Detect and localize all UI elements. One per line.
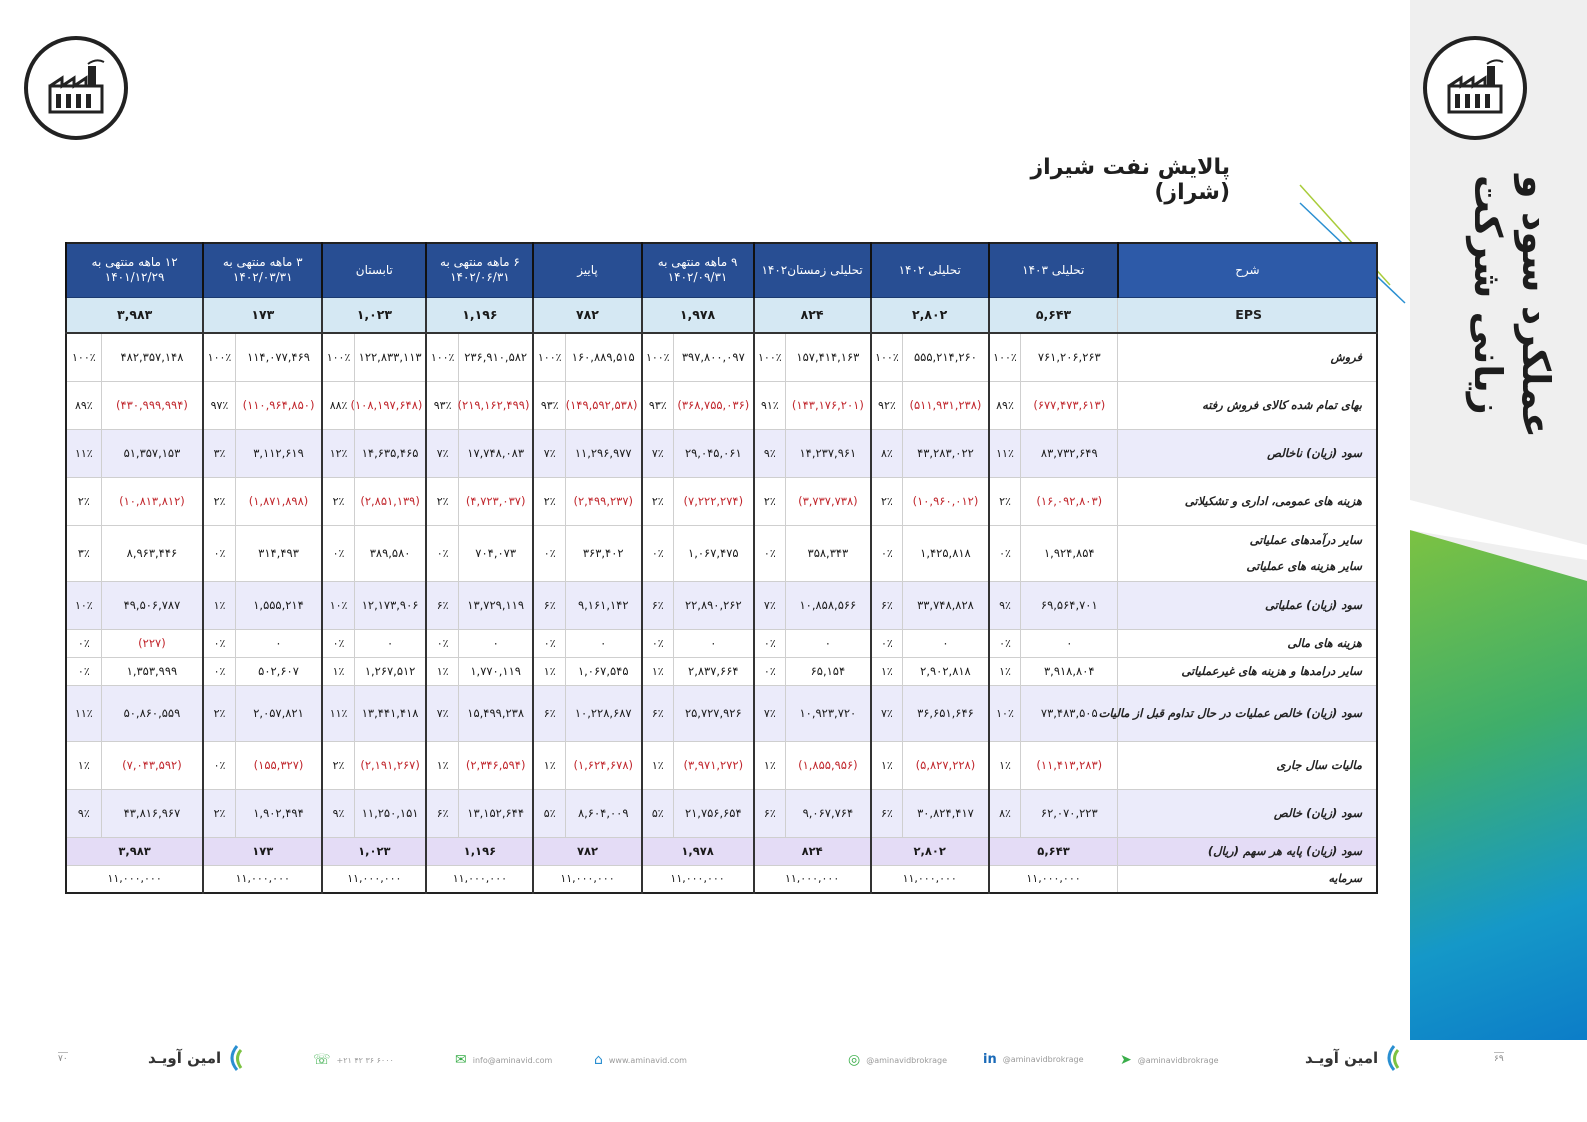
phone-icon: ☏ bbox=[313, 1052, 331, 1068]
percent-cell: ۹۳٪ bbox=[533, 381, 565, 429]
per-share-value: ۵,۶۴۳ bbox=[989, 837, 1118, 865]
percent-cell: ۱٪ bbox=[642, 657, 674, 685]
percent-cell: ۹٪ bbox=[322, 789, 354, 837]
side-gradient-decoration bbox=[1410, 530, 1587, 1040]
mouse-icon: ⌂ bbox=[594, 1052, 603, 1068]
capital-value: ۱۱,۰۰۰,۰۰۰ bbox=[426, 865, 533, 893]
footer-website[interactable]: ⌂ www.aminavid.com bbox=[594, 1052, 687, 1068]
capital-value: ۱۱,۰۰۰,۰۰۰ bbox=[322, 865, 426, 893]
percent-cell: ۶٪ bbox=[426, 789, 458, 837]
row-label-line: سایر درآمدهای عملیاتی bbox=[1249, 533, 1362, 547]
value-cell: ۱۱,۲۹۶,۹۷۷ bbox=[565, 429, 641, 477]
percent-cell: ۲٪ bbox=[203, 477, 235, 525]
eps-value: ۷۸۲ bbox=[533, 297, 641, 333]
percent-cell: ۱٪ bbox=[989, 657, 1021, 685]
email-icon: ✉ bbox=[455, 1052, 467, 1068]
value-cell: ۱۰,۲۲۸,۶۸۷ bbox=[565, 685, 641, 741]
percent-cell: ۹٪ bbox=[66, 789, 101, 837]
percent-cell: ۷٪ bbox=[642, 429, 674, 477]
percent-cell: ۸٪ bbox=[989, 789, 1021, 837]
per-share-value: ۷۸۲ bbox=[533, 837, 641, 865]
value-cell: ۸۳,۷۳۲,۶۴۹ bbox=[1021, 429, 1118, 477]
percent-cell: ۸٪ bbox=[871, 429, 903, 477]
value-cell: ۱۵۷,۴۱۴,۱۶۳ bbox=[786, 333, 871, 381]
table-row bbox=[66, 685, 1377, 741]
value-cell: ۷۳,۴۸۳,۵۰۵ bbox=[1021, 685, 1118, 741]
percent-cell: ۰٪ bbox=[871, 525, 903, 581]
footer-instagram[interactable]: ◎ @aminavidbrokrage bbox=[848, 1052, 948, 1068]
per-share-value: ۸۲۴ bbox=[754, 837, 871, 865]
percent-cell: ۱٪ bbox=[754, 741, 786, 789]
value-cell: (۴۳۰,۹۹۹,۹۹۴) bbox=[101, 381, 203, 429]
value-cell: ۱,۰۶۷,۴۷۵ bbox=[674, 525, 754, 581]
percent-cell: ۱۰۰٪ bbox=[754, 333, 786, 381]
percent-cell: ۸۸٪ bbox=[322, 381, 354, 429]
value-cell: ۳۹۷,۸۰۰,۰۹۷ bbox=[674, 333, 754, 381]
table-header-row bbox=[66, 243, 1377, 297]
percent-cell: ۷٪ bbox=[533, 429, 565, 477]
header-col: تحلیلی زمستان۱۴۰۲ bbox=[754, 243, 871, 297]
value-cell: ۳,۱۱۲,۶۱۹ bbox=[235, 429, 322, 477]
capital-value: ۱۱,۰۰۰,۰۰۰ bbox=[754, 865, 871, 893]
percent-cell: ۹٪ bbox=[754, 429, 786, 477]
instagram-icon: ◎ bbox=[848, 1052, 861, 1068]
table-row bbox=[66, 741, 1377, 789]
row-label: سود (زیان) پایه هر سهم (ریال) bbox=[1118, 837, 1377, 865]
percent-cell: ۲٪ bbox=[322, 477, 354, 525]
percent-cell: ۰٪ bbox=[426, 525, 458, 581]
percent-cell: ۱٪ bbox=[871, 657, 903, 685]
percent-cell: ۶٪ bbox=[642, 581, 674, 629]
percent-cell: ۹٪ bbox=[989, 581, 1021, 629]
value-cell: ۸,۶۰۴,۰۰۹ bbox=[565, 789, 641, 837]
value-cell: (۷,۰۴۳,۵۹۲) bbox=[101, 741, 203, 789]
value-cell: ۳۰,۸۲۴,۴۱۷ bbox=[903, 789, 989, 837]
footer-telegram[interactable]: ➤ @aminavidbrokrage bbox=[1120, 1052, 1219, 1068]
percent-cell: ۱٪ bbox=[426, 657, 458, 685]
percent-cell: ۹۱٪ bbox=[754, 381, 786, 429]
row-label bbox=[1118, 525, 1377, 581]
header-col: ۳ ماهه منتهی به ۱۴۰۲/۰۳/۳۱ bbox=[203, 243, 322, 297]
percent-cell: ۲٪ bbox=[754, 477, 786, 525]
eps-label: EPS bbox=[1118, 297, 1377, 333]
factory-logo-left bbox=[24, 36, 128, 140]
percent-cell: ۱۰۰٪ bbox=[533, 333, 565, 381]
header-col: پاییز bbox=[533, 243, 641, 297]
value-cell: ۰ bbox=[235, 629, 322, 657]
percent-cell: ۱۰٪ bbox=[322, 581, 354, 629]
percent-cell: ۱۱٪ bbox=[322, 685, 354, 741]
percent-cell: ۹۷٪ bbox=[203, 381, 235, 429]
value-cell: ۳۱۴,۴۹۳ bbox=[235, 525, 322, 581]
value-cell: (۳۶۸,۷۵۵,۰۳۶) bbox=[674, 381, 754, 429]
capital-row bbox=[66, 865, 1377, 893]
row-label-line: سایر هزینه های عملیاتی bbox=[1246, 559, 1362, 573]
percent-cell: ۰٪ bbox=[642, 629, 674, 657]
row-label: هزینه های مالی bbox=[1118, 629, 1377, 657]
value-cell: ۱۴,۲۳۷,۹۶۱ bbox=[786, 429, 871, 477]
percent-cell: ۰٪ bbox=[989, 525, 1021, 581]
row-label: بهای تمام شده کالای فروش رفته bbox=[1118, 381, 1377, 429]
row-label: سود (زیان) خالص عملیات در حال تداوم قبل از مالیات bbox=[1118, 685, 1377, 741]
value-cell: ۴۳,۸۱۶,۹۶۷ bbox=[101, 789, 203, 837]
value-cell: ۰ bbox=[1021, 629, 1118, 657]
table-row bbox=[66, 581, 1377, 629]
value-cell: ۱۶۰,۸۸۹,۵۱۵ bbox=[565, 333, 641, 381]
per-share-value: ۱,۱۹۶ bbox=[426, 837, 533, 865]
percent-cell: ۶٪ bbox=[871, 581, 903, 629]
value-cell: (۳,۹۷۱,۲۷۲) bbox=[674, 741, 754, 789]
value-cell: ۳۶,۶۵۱,۶۴۶ bbox=[903, 685, 989, 741]
brand-right bbox=[1305, 1044, 1404, 1072]
percent-cell: ۰٪ bbox=[989, 629, 1021, 657]
row-label: سود (زیان) خالص bbox=[1118, 789, 1377, 837]
value-cell: ۶۹,۵۶۴,۷۰۱ bbox=[1021, 581, 1118, 629]
value-cell: (۱۰,۸۱۳,۸۱۲) bbox=[101, 477, 203, 525]
capital-value: ۱۱,۰۰۰,۰۰۰ bbox=[203, 865, 322, 893]
value-cell: ۱,۹۲۴,۸۵۴ bbox=[1021, 525, 1118, 581]
value-cell: ۳۸۹,۵۸۰ bbox=[354, 525, 426, 581]
per-share-value: ۱,۹۷۸ bbox=[642, 837, 754, 865]
percent-cell: ۶٪ bbox=[533, 581, 565, 629]
value-cell: ۴۳,۲۸۳,۰۲۲ bbox=[903, 429, 989, 477]
value-cell: ۷۶۱,۲۰۶,۲۶۳ bbox=[1021, 333, 1118, 381]
linkedin-icon: in bbox=[983, 1052, 997, 1067]
value-cell: ۱۳,۱۵۲,۶۴۴ bbox=[458, 789, 533, 837]
value-cell: ۵۰,۸۶۰,۵۵۹ bbox=[101, 685, 203, 741]
eps-value: ۳,۹۸۳ bbox=[66, 297, 203, 333]
value-cell: ۱۰,۸۵۸,۵۶۶ bbox=[786, 581, 871, 629]
percent-cell: ۷٪ bbox=[426, 685, 458, 741]
value-cell: ۱۳,۷۲۹,۱۱۹ bbox=[458, 581, 533, 629]
factory-logo-right bbox=[1423, 36, 1527, 140]
value-cell: (۱۱۰,۹۶۴,۸۵۰) bbox=[235, 381, 322, 429]
value-cell: ۵۰۲,۶۰۷ bbox=[235, 657, 322, 685]
value-cell: ۴۹,۵۰۶,۷۸۷ bbox=[101, 581, 203, 629]
value-cell: (۵۱۱,۹۳۱,۲۳۸) bbox=[903, 381, 989, 429]
value-cell: ۰ bbox=[565, 629, 641, 657]
brand-left bbox=[148, 1044, 247, 1072]
percent-cell: ۶٪ bbox=[754, 789, 786, 837]
value-cell: ۱۱۴,۰۷۷,۴۶۹ bbox=[235, 333, 322, 381]
eps-row bbox=[66, 297, 1377, 333]
percent-cell: ۰٪ bbox=[533, 629, 565, 657]
value-cell: (۱,۸۵۵,۹۵۶) bbox=[786, 741, 871, 789]
header-col: تحلیلی ۱۴۰۳ bbox=[989, 243, 1118, 297]
value-cell: (۲۲۷) bbox=[101, 629, 203, 657]
value-cell: ۰ bbox=[786, 629, 871, 657]
percent-cell: ۰٪ bbox=[66, 629, 101, 657]
capital-value: ۱۱,۰۰۰,۰۰۰ bbox=[533, 865, 641, 893]
percent-cell: ۱۰۰٪ bbox=[642, 333, 674, 381]
percent-cell: ۲٪ bbox=[426, 477, 458, 525]
table-row bbox=[66, 629, 1377, 657]
brand-logo-icon bbox=[1382, 1044, 1404, 1072]
percent-cell: ۷٪ bbox=[426, 429, 458, 477]
percent-cell: ۵٪ bbox=[642, 789, 674, 837]
percent-cell: ۲٪ bbox=[203, 789, 235, 837]
value-cell: (۱۰۸,۱۹۷,۶۴۸) bbox=[354, 381, 426, 429]
header-description: شرح bbox=[1118, 243, 1377, 297]
table-row bbox=[66, 657, 1377, 685]
percent-cell: ۲٪ bbox=[642, 477, 674, 525]
page-number-right: ۶۹ bbox=[1494, 1054, 1504, 1064]
value-cell: (۱۱,۴۱۳,۲۸۳) bbox=[1021, 741, 1118, 789]
eps-value: ۵,۶۴۳ bbox=[989, 297, 1118, 333]
value-cell: (۱۵۵,۳۲۷) bbox=[235, 741, 322, 789]
value-cell: ۵۵۵,۲۱۴,۲۶۰ bbox=[903, 333, 989, 381]
value-cell: ۱۲۲,۸۳۳,۱۱۳ bbox=[354, 333, 426, 381]
header-col: تحلیلی ۱۴۰۲ bbox=[871, 243, 989, 297]
per-share-row bbox=[66, 837, 1377, 865]
percent-cell: ۳٪ bbox=[66, 525, 101, 581]
capital-value: ۱۱,۰۰۰,۰۰۰ bbox=[989, 865, 1118, 893]
value-cell: ۶۲,۰۷۰,۲۲۳ bbox=[1021, 789, 1118, 837]
percent-cell: ۹۲٪ bbox=[871, 381, 903, 429]
table-body bbox=[66, 333, 1377, 893]
page-title: پالایش نفت شیراز (شراز) bbox=[1030, 155, 1230, 205]
percent-cell: ۰٪ bbox=[426, 629, 458, 657]
value-cell: ۱,۵۵۵,۲۱۴ bbox=[235, 581, 322, 629]
footer-email[interactable]: ✉ info@aminavid.com bbox=[455, 1052, 553, 1068]
percent-cell: ۰٪ bbox=[754, 629, 786, 657]
section-title: عملکرد سود و زیانی شرکت bbox=[1466, 175, 1558, 438]
percent-cell: ۱۰٪ bbox=[66, 581, 101, 629]
value-cell: ۳,۹۱۸,۸۰۴ bbox=[1021, 657, 1118, 685]
percent-cell: ۰٪ bbox=[203, 629, 235, 657]
value-cell: (۱۴۳,۱۷۶,۲۰۱) bbox=[786, 381, 871, 429]
telegram-icon: ➤ bbox=[1120, 1052, 1132, 1068]
percent-cell: ۲٪ bbox=[322, 741, 354, 789]
percent-cell: ۰٪ bbox=[322, 525, 354, 581]
percent-cell: ۱۰۰٪ bbox=[871, 333, 903, 381]
header-col: تابستان bbox=[322, 243, 426, 297]
value-cell: ۲۵,۷۲۷,۹۲۶ bbox=[674, 685, 754, 741]
value-cell: ۳۶۳,۴۰۲ bbox=[565, 525, 641, 581]
value-cell: ۱۵,۴۹۹,۲۳۸ bbox=[458, 685, 533, 741]
eps-value: ۱,۹۷۸ bbox=[642, 297, 754, 333]
row-label: مالیات سال جاری bbox=[1118, 741, 1377, 789]
factory-icon bbox=[44, 56, 108, 120]
percent-cell: ۷٪ bbox=[754, 581, 786, 629]
value-cell: ۱,۰۶۷,۵۴۵ bbox=[565, 657, 641, 685]
percent-cell: ۱۱٪ bbox=[66, 685, 101, 741]
percent-cell: ۶٪ bbox=[642, 685, 674, 741]
percent-cell: ۲٪ bbox=[871, 477, 903, 525]
brand-name: امین آویـد bbox=[1305, 1049, 1379, 1067]
value-cell: (۲,۴۹۹,۲۳۷) bbox=[565, 477, 641, 525]
value-cell: ۲۹,۰۴۵,۰۶۱ bbox=[674, 429, 754, 477]
value-cell: ۲۱,۷۵۶,۶۵۴ bbox=[674, 789, 754, 837]
percent-cell: ۱۱٪ bbox=[66, 429, 101, 477]
per-share-value: ۱,۰۲۳ bbox=[322, 837, 426, 865]
percent-cell: ۱۰۰٪ bbox=[66, 333, 101, 381]
percent-cell: ۶٪ bbox=[426, 581, 458, 629]
percent-cell: ۰٪ bbox=[203, 525, 235, 581]
percent-cell: ۱۰۰٪ bbox=[426, 333, 458, 381]
percent-cell: ۹۳٪ bbox=[426, 381, 458, 429]
percent-cell: ۱٪ bbox=[642, 741, 674, 789]
value-cell: ۱,۳۵۳,۹۹۹ bbox=[101, 657, 203, 685]
per-share-value: ۲,۸۰۲ bbox=[871, 837, 989, 865]
header-col: ۹ ماهه منتهی به ۱۴۰۲/۰۹/۳۱ bbox=[642, 243, 754, 297]
factory-icon bbox=[1443, 56, 1507, 120]
value-cell: ۱,۷۷۰,۱۱۹ bbox=[458, 657, 533, 685]
table-row bbox=[66, 333, 1377, 381]
value-cell: ۱۳,۴۴۱,۴۱۸ bbox=[354, 685, 426, 741]
value-cell: ۱,۹۰۲,۴۹۴ bbox=[235, 789, 322, 837]
percent-cell: ۰٪ bbox=[322, 629, 354, 657]
value-cell: (۵,۸۲۷,۲۲۸) bbox=[903, 741, 989, 789]
footer-linkedin[interactable]: in @aminavidbrokrage bbox=[983, 1052, 1084, 1067]
value-cell: (۲,۱۹۱,۲۶۷) bbox=[354, 741, 426, 789]
percent-cell: ۰٪ bbox=[871, 629, 903, 657]
percent-cell: ۱٪ bbox=[533, 741, 565, 789]
percent-cell: ۱۰۰٪ bbox=[322, 333, 354, 381]
value-cell: ۳۳,۷۴۸,۸۲۸ bbox=[903, 581, 989, 629]
value-cell: ۹,۱۶۱,۱۴۲ bbox=[565, 581, 641, 629]
value-cell: (۱۴۹,۵۹۲,۵۳۸) bbox=[565, 381, 641, 429]
header-col: ۱۲ ماهه منتهی به ۱۴۰۱/۱۲/۲۹ bbox=[66, 243, 203, 297]
value-cell: (۱۶,۰۹۲,۸۰۳) bbox=[1021, 477, 1118, 525]
table-row bbox=[66, 477, 1377, 525]
percent-cell: ۱۱٪ bbox=[989, 429, 1021, 477]
value-cell: ۸,۹۶۳,۴۴۶ bbox=[101, 525, 203, 581]
footer-phone: ☏ +۲۱ ۴۲ ۳۶ ۶۰۰۰ bbox=[313, 1052, 394, 1068]
per-share-value: ۱۷۳ bbox=[203, 837, 322, 865]
value-cell: ۰ bbox=[674, 629, 754, 657]
value-cell: ۴۸۲,۳۵۷,۱۴۸ bbox=[101, 333, 203, 381]
percent-cell: ۱٪ bbox=[203, 581, 235, 629]
percent-cell: ۵٪ bbox=[533, 789, 565, 837]
percent-cell: ۰٪ bbox=[203, 741, 235, 789]
value-cell: (۲,۳۴۶,۵۹۴) bbox=[458, 741, 533, 789]
table-row bbox=[66, 525, 1377, 581]
value-cell: (۷,۲۲۲,۲۷۴) bbox=[674, 477, 754, 525]
row-label: سرمایه bbox=[1118, 865, 1377, 893]
percent-cell: ۱٪ bbox=[66, 741, 101, 789]
value-cell: ۱,۴۲۵,۸۱۸ bbox=[903, 525, 989, 581]
value-cell: (۱۰,۹۶۰,۰۱۲) bbox=[903, 477, 989, 525]
eps-value: ۱۷۳ bbox=[203, 297, 322, 333]
percent-cell: ۰٪ bbox=[203, 657, 235, 685]
value-cell: (۳,۷۳۷,۷۳۸) bbox=[786, 477, 871, 525]
value-cell: ۲۳۶,۹۱۰,۵۸۲ bbox=[458, 333, 533, 381]
table-row bbox=[66, 381, 1377, 429]
percent-cell: ۱۰٪ bbox=[989, 685, 1021, 741]
percent-cell: ۶٪ bbox=[871, 789, 903, 837]
percent-cell: ۸۹٪ bbox=[989, 381, 1021, 429]
value-cell: (۱,۶۲۴,۶۷۸) bbox=[565, 741, 641, 789]
percent-cell: ۰٪ bbox=[754, 525, 786, 581]
value-cell: ۲,۸۳۷,۶۶۴ bbox=[674, 657, 754, 685]
percent-cell: ۱٪ bbox=[989, 741, 1021, 789]
brand-name: امین آویـد bbox=[148, 1049, 222, 1067]
percent-cell: ۲٪ bbox=[203, 685, 235, 741]
value-cell: ۲,۰۵۷,۸۲۱ bbox=[235, 685, 322, 741]
percent-cell: ۲٪ bbox=[533, 477, 565, 525]
value-cell: ۱۲,۱۷۳,۹۰۶ bbox=[354, 581, 426, 629]
value-cell: ۹,۰۶۷,۷۶۴ bbox=[786, 789, 871, 837]
percent-cell: ۱٪ bbox=[322, 657, 354, 685]
profit-loss-table bbox=[65, 242, 1378, 894]
value-cell: ۱,۲۶۷,۵۱۲ bbox=[354, 657, 426, 685]
value-cell: ۰ bbox=[354, 629, 426, 657]
percent-cell: ۰٪ bbox=[66, 657, 101, 685]
percent-cell: ۱۰۰٪ bbox=[989, 333, 1021, 381]
percent-cell: ۲٪ bbox=[66, 477, 101, 525]
capital-value: ۱۱,۰۰۰,۰۰۰ bbox=[642, 865, 754, 893]
percent-cell: ۷٪ bbox=[754, 685, 786, 741]
percent-cell: ۰٪ bbox=[754, 657, 786, 685]
row-label: سود (زیان) عملیاتی bbox=[1118, 581, 1377, 629]
percent-cell: ۹۳٪ bbox=[642, 381, 674, 429]
row-label: فروش bbox=[1118, 333, 1377, 381]
percent-cell: ۸۹٪ bbox=[66, 381, 101, 429]
percent-cell: ۳٪ bbox=[203, 429, 235, 477]
row-label: سایر درامدها و هزینه های غیرعملیاتی bbox=[1118, 657, 1377, 685]
value-cell: (۲۱۹,۱۶۲,۴۹۹) bbox=[458, 381, 533, 429]
capital-value: ۱۱,۰۰۰,۰۰۰ bbox=[66, 865, 203, 893]
percent-cell: ۱٪ bbox=[426, 741, 458, 789]
value-cell: (۶۷۷,۴۷۳,۶۱۳) bbox=[1021, 381, 1118, 429]
value-cell: ۷۰۴,۰۷۳ bbox=[458, 525, 533, 581]
row-label: سود (زیان) ناخالص bbox=[1118, 429, 1377, 477]
percent-cell: ۶٪ bbox=[533, 685, 565, 741]
percent-cell: ۲٪ bbox=[989, 477, 1021, 525]
table-row bbox=[66, 789, 1377, 837]
value-cell: ۰ bbox=[458, 629, 533, 657]
brand-logo-icon bbox=[225, 1044, 247, 1072]
value-cell: ۱۰,۹۲۳,۷۲۰ bbox=[786, 685, 871, 741]
percent-cell: ۱٪ bbox=[871, 741, 903, 789]
eps-value: ۱,۱۹۶ bbox=[426, 297, 533, 333]
value-cell: (۱,۸۷۱,۸۹۸) bbox=[235, 477, 322, 525]
value-cell: (۲,۸۵۱,۱۳۹) bbox=[354, 477, 426, 525]
percent-cell: ۷٪ bbox=[871, 685, 903, 741]
value-cell: ۰ bbox=[903, 629, 989, 657]
header-col: ۶ ماهه منتهی به ۱۴۰۲/۰۶/۳۱ bbox=[426, 243, 533, 297]
value-cell: (۴,۷۲۳,۰۳۷) bbox=[458, 477, 533, 525]
value-cell: ۱۴,۶۳۵,۴۶۵ bbox=[354, 429, 426, 477]
table-row bbox=[66, 429, 1377, 477]
value-cell: ۱۱,۲۵۰,۱۵۱ bbox=[354, 789, 426, 837]
percent-cell: ۰٪ bbox=[642, 525, 674, 581]
value-cell: ۲,۹۰۲,۸۱۸ bbox=[903, 657, 989, 685]
percent-cell: ۱۲٪ bbox=[322, 429, 354, 477]
eps-value: ۲,۸۰۲ bbox=[871, 297, 989, 333]
eps-value: ۸۲۴ bbox=[754, 297, 871, 333]
value-cell: ۵۱,۳۵۷,۱۵۳ bbox=[101, 429, 203, 477]
capital-value: ۱۱,۰۰۰,۰۰۰ bbox=[871, 865, 989, 893]
per-share-value: ۳,۹۸۳ bbox=[66, 837, 203, 865]
eps-value: ۱,۰۲۳ bbox=[322, 297, 426, 333]
value-cell: ۲۲,۸۹۰,۲۶۲ bbox=[674, 581, 754, 629]
value-cell: ۳۵۸,۳۴۳ bbox=[786, 525, 871, 581]
percent-cell: ۰٪ bbox=[533, 525, 565, 581]
footer bbox=[0, 1040, 1587, 1080]
page-number-left: ۷۰ bbox=[58, 1054, 68, 1064]
row-label: هزینه های عمومی، اداری و تشکیلاتی bbox=[1118, 477, 1377, 525]
percent-cell: ۱۰۰٪ bbox=[203, 333, 235, 381]
value-cell: ۶۵,۱۵۴ bbox=[786, 657, 871, 685]
value-cell: ۱۷,۷۴۸,۰۸۳ bbox=[458, 429, 533, 477]
percent-cell: ۱٪ bbox=[533, 657, 565, 685]
